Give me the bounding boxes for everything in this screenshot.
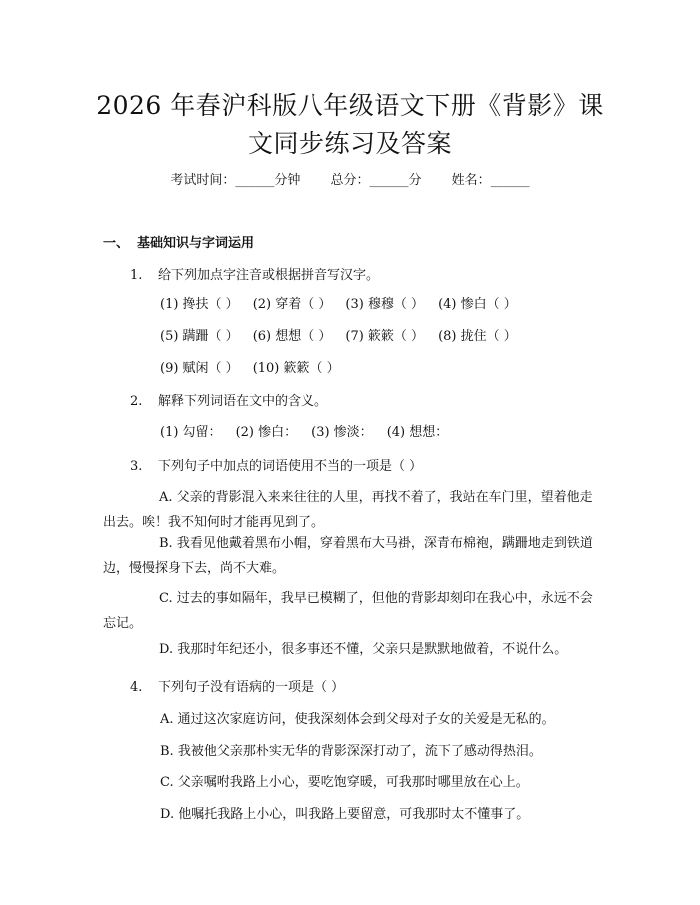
question-text: 下列句子中加点的词语使用不当的一项是（ ） <box>158 459 423 474</box>
q4-option-a: A. 通过这次家庭访问，使我深刻体会到父母对子女的关爱是无私的。 <box>160 712 555 727</box>
question-4 <box>130 676 344 695</box>
section-heading <box>103 232 254 251</box>
q1-item: (10) 簌簌（ ） <box>252 361 340 376</box>
question-number: 2. <box>130 394 143 409</box>
q3-option-a: A. 父亲的背影混入来来往往的人里，再找不着了，我站在车门里，望着他走出去。唉！我不知何时才能再见到了。 <box>103 490 593 530</box>
question-1 <box>130 264 379 283</box>
q1-item: (9) 赋闲（ ） <box>160 361 239 376</box>
q1-item: (7) 簌簌（ ） <box>345 329 425 344</box>
q4-option-c: C. 父亲嘱咐我路上小心，要吃饱穿暖，可我那时哪里放在心上。 <box>160 775 529 790</box>
q1-items-row-3 <box>160 357 354 376</box>
total-score-field: 总分：______分 <box>330 173 422 188</box>
section-title: 基础知识与字词运用 <box>137 236 255 251</box>
question-text: 下列句子没有语病的一项是（ ） <box>158 680 345 695</box>
q1-item: (8) 拢住（ ） <box>438 329 517 344</box>
q1-item: (1) 搀扶（ ） <box>160 297 239 312</box>
q1-items-row-1 <box>160 293 531 312</box>
q3-option-d: D. 我那时年纪还小，很多事还不懂，父亲只是默默地做着，不说什么。 <box>159 642 568 657</box>
exam-info <box>0 169 700 188</box>
q1-items-row-2 <box>160 325 531 344</box>
q1-item: (6) 想想（ ） <box>252 329 332 344</box>
question-3 <box>130 455 422 474</box>
question-number: 4. <box>130 680 143 695</box>
question-number: 3. <box>130 459 143 474</box>
q2-item: (1) 勾留： <box>160 425 222 440</box>
q2-items-row <box>160 421 462 440</box>
q2-item: (4) 想想： <box>386 425 449 440</box>
q1-item: (5) 蹒跚（ ） <box>160 329 239 344</box>
question-number: 1. <box>130 268 143 283</box>
q4-option-b: B. 我被他父亲那朴实无华的背影深深打动了，流下了感动得热泪。 <box>160 744 542 759</box>
q1-item: (4) 惨白（ ） <box>438 297 517 312</box>
section-number: 一、 <box>103 236 130 251</box>
question-text: 给下列加点字注音或根据拼音写汉字。 <box>158 268 380 283</box>
q1-item: (2) 穿着（ ） <box>252 297 332 312</box>
q4-option-d: D. 他嘱托我路上小心，叫我路上要留意，可我那时太不懂事了。 <box>160 807 530 822</box>
question-text: 解释下列词语在文中的含义。 <box>158 394 328 409</box>
document-title-line-1: 2026 年春沪科版八年级语文下册《背影》课 <box>96 91 604 120</box>
q3-option-c: C. 过去的事如隔年，我早已模糊了，但他的背影却刻印在我心中，永远不会忘记。 <box>103 591 593 631</box>
question-2 <box>130 390 327 409</box>
q2-item: (2) 惨白： <box>235 425 298 440</box>
exam-time-field: 考试时间：______分钟 <box>170 173 301 188</box>
student-name-field: 姓名：______ <box>451 173 530 188</box>
document-title-line-2: 文同步练习及答案 <box>247 129 452 158</box>
q1-item: (3) 穆穆（ ） <box>345 297 425 312</box>
q3-option-b: B. 我看见他戴着黑布小帽，穿着黑布大马褂，深青布棉袍，蹒跚地走到铁道边，慢慢探身下去，尚不大难。 <box>103 536 593 576</box>
q2-item: (3) 惨淡： <box>311 425 373 440</box>
